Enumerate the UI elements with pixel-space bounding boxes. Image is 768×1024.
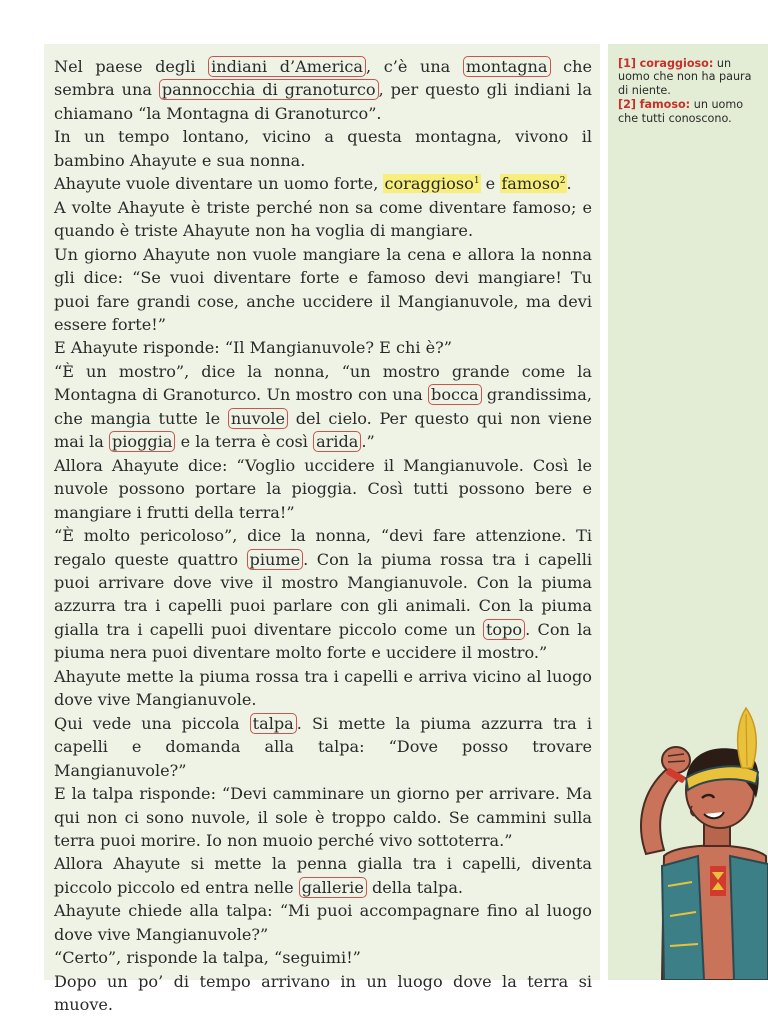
story-paragraph-13: Allora Ahayute si mette la penna gialla tra i capelli, diventa piccolo piccolo ed entra nelle gallerie della talpa. — [54, 854, 592, 897]
story-paragraph-6: E Ahayute risponde: “Il Mangianuvole? E chi è?” — [54, 338, 452, 358]
footnote-ref-2: 2 — [559, 176, 566, 187]
story-paragraph-16: Dopo un po’ di tempo arrivano in un luogo dove la terra si muove. — [54, 971, 592, 1015]
glossary-number: [1] — [618, 57, 637, 70]
boxed-word-gallerie: gallerie — [299, 877, 367, 898]
highlight-coraggioso: coraggioso$^1$ — [384, 174, 480, 194]
story-paragraph-4: A volte Ahayute è triste perché non sa come diventare famoso; e quando è triste Ahayute non ha voglia di mangiare. — [54, 197, 592, 241]
story-paragraph-5: Un giorno Ahayute non vuole mangiare la cena e allora la nonna gli dice: “Se vuoi diventare forte e famoso devi mangiare! Tu puoi fare grandi cose, anche uccidere il Mangianuvole, ma devi essere forte!” — [54, 244, 592, 334]
glossary-definition: un uomo che tutti conoscono. — [618, 98, 744, 125]
story-paragraph-11: Qui vede una piccola talpa . Si mette la piuma azzurra tra i capelli e domanda alla talpa: “Dove posso trovare Mangianuvole?” — [54, 713, 592, 780]
story-paragraph-12: E la talpa risponde: “Devi camminare un giorno per arrivare. Ma qui non ci sono nuvole, il sole è troppo caldo. Se cammini sulla terra puoi morire. Io non muoio perché vivo sottoterra.” — [54, 784, 592, 850]
boxed-word-bocca: bocca — [428, 384, 482, 405]
highlight-famoso: famoso$^2$ — [501, 174, 566, 194]
glossary-entry-1 — [618, 57, 764, 97]
boy-illustration — [606, 706, 768, 980]
story-paragraph-8: Allora Ahayute dice: “Voglio uccidere il Mangianuvole. Così le nuvole possono portare la pioggia. Così tutti possono bere e mangiare i frutti della terra!” — [54, 455, 592, 522]
footnote-ref-1: 1 — [473, 176, 480, 187]
story-paragraph-3: Ahayute vuole diventare un uomo forte, coraggioso$^1$ e famoso$^2$. — [54, 174, 572, 194]
story-paragraph-15: “Certo”, risponde la talpa, “seguimi!” — [54, 948, 361, 968]
glossary-entry-2 — [618, 98, 764, 125]
story-paragraph-10: Ahayute mette la piuma rossa tra i capelli e arriva vicino al luogo dove vive Mangianuvole. — [54, 666, 592, 710]
boxed-word-montagna: montagna — [463, 56, 551, 77]
story-text — [54, 55, 592, 1017]
glossary — [618, 57, 764, 126]
boxed-word-indiani-damerica: indiani d’America — [208, 56, 366, 77]
story-paragraph-9: “È molto pericoloso”, dice la nonna, “devi fare attenzione. Ti regalo queste quattro piume . Con la piuma rossa tra i capelli puoi arrivare dove vive il mostro Mangianuvole. Con la piuma azzurra tra i capelli puoi parlare con gli animali. Con la piuma gialla tra i capelli puoi diventare piccolo come un topo . Con la piuma nera puoi diventare molto forte e uccidere il mostro.” — [54, 526, 592, 663]
story-paragraph-1: Nel paese degli indiani d’America , c’è una montagna che sembra una pannocchia di granoturco , per questo gli indiani la chiamano “la Montagna di Granoturco”. — [54, 57, 592, 123]
story-paragraph-7: “È un mostro”, dice la nonna, “un mostro grande come la Montagna di Granoturco. Un mostro con una bocca grandissima, che mangia tutte le nuvole del cielo. Per questo qui non viene mai la pioggia e la terra è così arida .” — [54, 361, 592, 452]
glossary-term: famoso: — [639, 98, 691, 112]
story-paragraph-14: Ahayute chiede alla talpa: “Mi puoi accompagnare fino al luogo dove vive Mangianuvole?” — [54, 901, 592, 944]
boxed-word-piume: piume — [247, 549, 304, 570]
boxed-word-arida: arida — [313, 431, 361, 452]
glossary-number: [2] — [618, 98, 637, 112]
glossary-term: coraggioso: — [639, 57, 714, 70]
glossary-definition: un uomo che non ha paura di niente. — [618, 57, 752, 97]
boxed-word-pannocchia: pannocchia di granoturco — [159, 79, 379, 100]
boxed-word-topo: topo — [483, 619, 525, 640]
boxed-word-pioggia: pioggia — [109, 431, 176, 452]
story-paragraph-2: In un tempo lontano, vicino a questa montagna, vivono il bambino Ahayute e sua nonna. — [54, 127, 592, 170]
boxed-word-talpa: talpa — [250, 713, 297, 734]
boxed-word-nuvole: nuvole — [228, 408, 288, 429]
